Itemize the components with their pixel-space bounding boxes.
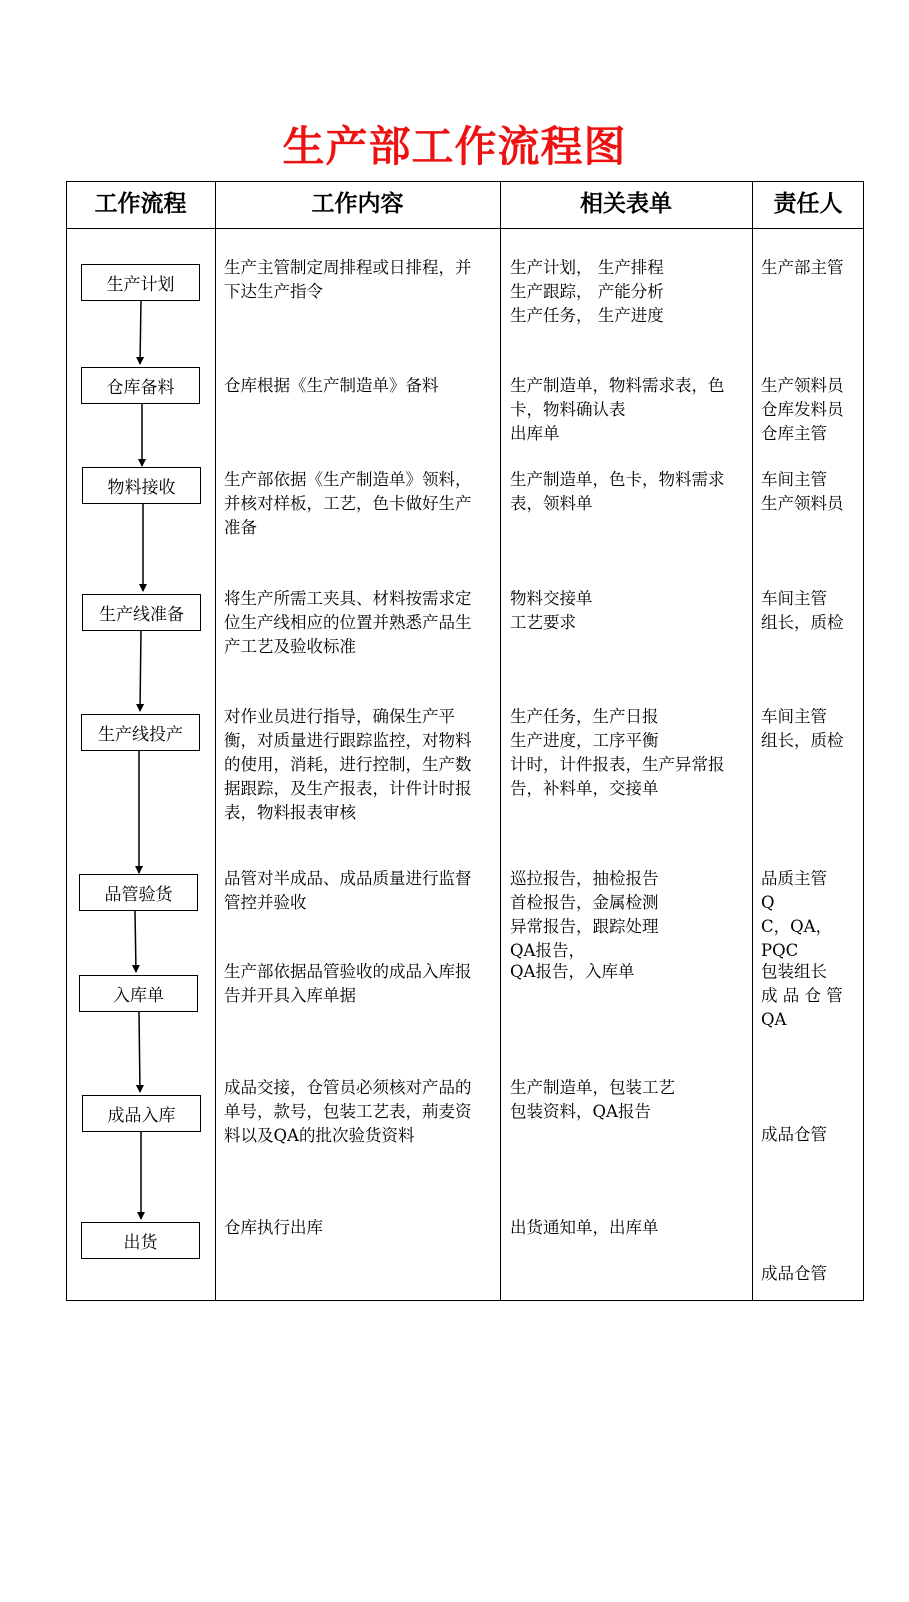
header-flow: 工作流程 [94, 191, 187, 217]
flow-step-box: 出货 [81, 1222, 200, 1259]
flow-step-box: 物料接收 [82, 467, 201, 504]
work-content: 仓库执行出库 [224, 1218, 323, 1237]
related-forms: 生产制造单，包装工艺 包装资料，QA报告 [510, 1078, 675, 1121]
flow-arrow [135, 911, 136, 972]
flow-step-box: 成品入库 [82, 1095, 201, 1132]
page-title: 生产部工作流程图 [282, 122, 627, 171]
flow-step-box: 生产计划 [81, 264, 200, 301]
header-forms: 相关表单 [580, 191, 672, 217]
related-forms: 巡拉报告，抽检报告 首检报告，金属检测 异常报告，跟踪处理 QA报告， [510, 869, 659, 960]
flow-step-box: 生产线准备 [82, 594, 201, 631]
work-content: 生产部依据《生产制造单》领料，并核对样板，工艺，色卡做好生产准备 [224, 470, 472, 537]
flow-arrow [140, 630, 141, 711]
header-owner: 责任人 [773, 191, 843, 217]
responsible-person: 车间主管 组长，质检 [761, 589, 844, 632]
responsible-person: 生产部主管 [761, 258, 844, 277]
responsible-person: 成品仓管 [761, 1125, 827, 1144]
flow-step-box: 品管验货 [79, 874, 198, 911]
related-forms: QA报告，入库单 [510, 962, 635, 981]
related-forms: 出货通知单，出库单 [510, 1218, 659, 1237]
work-content: 生产部依据品管验收的成品入库报告并开具入库单据 [224, 962, 472, 1005]
responsible-person: 成品仓管 [761, 1264, 827, 1283]
work-content: 将生产所需工夹具、材料按需求定位生产线相应的位置并熟悉产品生产工艺及验收标准 [224, 589, 472, 656]
flow-step-box: 生产线投产 [81, 714, 200, 751]
work-content: 品管对半成品、成品质量进行监督管控并验收 [224, 869, 472, 912]
responsible-person: 车间主管 组长，质检 [761, 707, 844, 750]
flow-arrow [139, 1012, 140, 1092]
work-content: 成品交接，仓管员必须核对产品的单号，款号，包装工艺表，荊麦资料以及QA的批次验货资料 [224, 1078, 472, 1145]
header-content: 工作内容 [311, 191, 404, 217]
work-content: 仓库根据《生产制造单》备料 [224, 376, 439, 395]
responsible-person: 车间主管 生产领料员 [761, 470, 844, 513]
flow-arrow [140, 300, 141, 364]
flow-step-box: 仓库备料 [81, 367, 200, 404]
responsible-person: 品质主管 Q C，QA，PQC [761, 869, 833, 960]
responsible-person: 包装组长 成 品 仓 管 QA [761, 962, 843, 1029]
related-forms: 生产计划， 生产排程 生产跟踪， 产能分析 生产任务， 生产进度 [510, 258, 664, 325]
work-content: 生产主管制定周排程或日排程，并下达生产指令 [224, 258, 472, 301]
flow-step-box: 入库单 [79, 975, 198, 1012]
work-content: 对作业员进行指导，确保生产平衡，对质量进行跟踪监控，对物料的使用，消耗，进行控制，生产数据跟踪，及生产报表，计件计时报表，物料报表审核 [224, 707, 472, 822]
related-forms: 生产制造单，物料需求表，色卡，物料确认表 出库单 [510, 376, 725, 443]
responsible-person: 生产领料员 仓库发料员 仓库主管 [761, 376, 844, 443]
related-forms: 生产任务，生产日报 生产进度，工序平衡 计时，计件报表，生产异常报告，补料单，交接单 [510, 707, 725, 798]
related-forms: 物料交接单 工艺要求 [510, 589, 593, 632]
related-forms: 生产制造单，色卡，物料需求表，领料单 [510, 470, 725, 513]
